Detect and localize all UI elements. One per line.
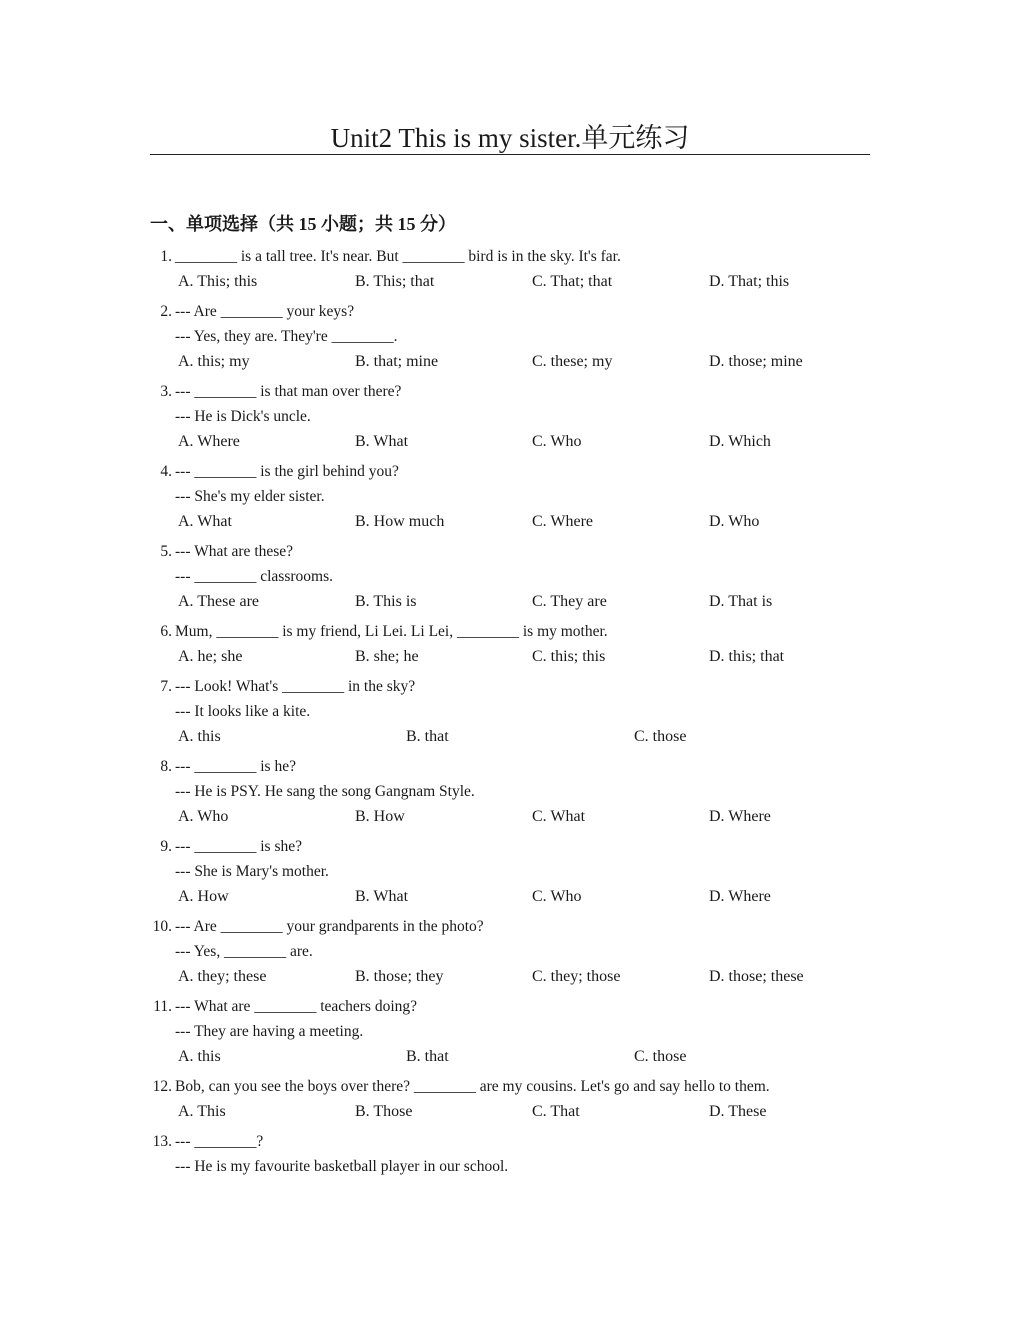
answer-option: B. Those bbox=[355, 1103, 413, 1120]
question-text: --- ________ is she? bbox=[175, 838, 302, 855]
question-text: --- He is Dick's uncle. bbox=[175, 408, 311, 425]
answer-option: C. those bbox=[634, 728, 687, 745]
question-text: --- Yes, they are. They're ________. bbox=[175, 328, 398, 345]
answer-option: D. That; this bbox=[709, 273, 790, 290]
answer-options bbox=[150, 644, 870, 670]
question-line bbox=[150, 459, 870, 484]
question-number: 3. bbox=[160, 383, 172, 400]
question-line bbox=[150, 324, 870, 349]
question-number: 7. bbox=[160, 678, 172, 695]
answer-option: B. This is bbox=[355, 593, 417, 610]
question-text: Bob, can you see the boys over there? ________ are my cousins. Let's go and say hello to them. bbox=[175, 1078, 770, 1095]
answer-option: C. What bbox=[532, 808, 586, 825]
question-text: --- What are these? bbox=[175, 543, 294, 560]
page-title: Unit2 This is my sister.单元练习 bbox=[330, 123, 690, 153]
question-number: 10. bbox=[152, 918, 172, 935]
answer-option: A. What bbox=[178, 513, 232, 530]
answer-options bbox=[150, 724, 870, 750]
answer-option: A. they; these bbox=[178, 968, 267, 985]
question-item bbox=[150, 379, 870, 455]
question-line bbox=[150, 299, 870, 324]
answer-option: B. those; they bbox=[355, 968, 444, 985]
question-text: --- Look! What's ________ in the sky? bbox=[175, 678, 416, 695]
question-text: --- ________ classrooms. bbox=[175, 568, 333, 585]
question-text: --- It looks like a kite. bbox=[175, 703, 311, 720]
question-line bbox=[150, 1154, 870, 1179]
question-text: --- ________? bbox=[175, 1133, 264, 1150]
question-number: 5. bbox=[160, 543, 172, 560]
question-text: --- Are ________ your keys? bbox=[175, 303, 355, 320]
answer-options bbox=[150, 1099, 870, 1125]
question-line bbox=[150, 994, 870, 1019]
question-text: --- He is my favourite basketball player in our school. bbox=[175, 1158, 509, 1175]
question-item bbox=[150, 299, 870, 375]
answer-option: D. That is bbox=[709, 593, 773, 610]
answer-options bbox=[150, 884, 870, 910]
answer-option: D. those; these bbox=[709, 968, 804, 985]
question-text: --- Yes, ________ are. bbox=[175, 943, 313, 960]
question-item bbox=[150, 994, 870, 1070]
section-heading: 一、单项选择（共 15 小题；共 15 分） bbox=[150, 214, 456, 234]
answer-option: A. this; my bbox=[178, 353, 250, 370]
question-line bbox=[150, 914, 870, 939]
answer-option: C. these; my bbox=[532, 353, 613, 370]
answer-options bbox=[150, 349, 870, 375]
question-number: 8. bbox=[160, 758, 172, 775]
answer-option: A. he; she bbox=[178, 648, 243, 665]
answer-option: D. this; that bbox=[709, 648, 785, 665]
answer-options bbox=[150, 429, 870, 455]
question-number: 13. bbox=[152, 1133, 172, 1150]
question-number: 6. bbox=[160, 623, 172, 640]
question-line bbox=[150, 939, 870, 964]
question-text: Mum, ________ is my friend, Li Lei. Li Lei, ________ is my mother. bbox=[175, 623, 608, 640]
question-line bbox=[150, 244, 870, 269]
question-item bbox=[150, 619, 870, 670]
question-number: 4. bbox=[160, 463, 172, 480]
question-line bbox=[150, 1019, 870, 1044]
question-number: 1. bbox=[160, 248, 172, 265]
answer-option: B. that; mine bbox=[355, 353, 439, 370]
answer-option: B. How much bbox=[355, 513, 445, 530]
question-item bbox=[150, 244, 870, 295]
answer-options bbox=[150, 269, 870, 295]
question-item bbox=[150, 1074, 870, 1125]
question-line bbox=[150, 779, 870, 804]
question-number: 11. bbox=[153, 998, 172, 1015]
question-number: 9. bbox=[160, 838, 172, 855]
question-line bbox=[150, 404, 870, 429]
question-item bbox=[150, 834, 870, 910]
title-rule bbox=[150, 154, 870, 155]
answer-option: A. This; this bbox=[178, 273, 258, 290]
answer-option: A. How bbox=[178, 888, 229, 905]
question-item bbox=[150, 459, 870, 535]
answer-option: D. Where bbox=[709, 888, 771, 905]
question-item bbox=[150, 539, 870, 615]
answer-option: B. This; that bbox=[355, 273, 435, 290]
answer-option: A. Who bbox=[178, 808, 229, 825]
question-line bbox=[150, 674, 870, 699]
question-line bbox=[150, 379, 870, 404]
answer-option: A. These are bbox=[178, 593, 259, 610]
question-text: --- He is PSY. He sang the song Gangnam Style. bbox=[175, 783, 475, 800]
answer-option: C. they; those bbox=[532, 968, 621, 985]
answer-option: D. those; mine bbox=[709, 353, 803, 370]
answer-options bbox=[150, 589, 870, 615]
answer-options bbox=[150, 964, 870, 990]
question-text: --- What are ________ teachers doing? bbox=[175, 998, 418, 1015]
question-line bbox=[150, 484, 870, 509]
answer-option: C. Where bbox=[532, 513, 594, 530]
question-text: --- She is Mary's mother. bbox=[175, 863, 329, 880]
question-line bbox=[150, 619, 870, 644]
question-line bbox=[150, 539, 870, 564]
question-item bbox=[150, 754, 870, 830]
question-list bbox=[150, 244, 870, 1179]
answer-options bbox=[150, 804, 870, 830]
answer-option: B. she; he bbox=[355, 648, 419, 665]
answer-option: A. Where bbox=[178, 433, 240, 450]
answer-option: D. Which bbox=[709, 433, 771, 450]
question-line bbox=[150, 859, 870, 884]
answer-option: B. that bbox=[406, 728, 449, 745]
question-number: 2. bbox=[160, 303, 172, 320]
question-text: --- ________ is he? bbox=[175, 758, 296, 775]
answer-option: C. Who bbox=[532, 888, 582, 905]
answer-option: B. How bbox=[355, 808, 405, 825]
question-line bbox=[150, 564, 870, 589]
answer-options bbox=[150, 509, 870, 535]
question-line bbox=[150, 699, 870, 724]
answer-option: C. this; this bbox=[532, 648, 606, 665]
answer-option: B. What bbox=[355, 888, 409, 905]
question-text: --- They are having a meeting. bbox=[175, 1023, 364, 1040]
answer-option: C. those bbox=[634, 1048, 687, 1065]
question-text: --- ________ is the girl behind you? bbox=[175, 463, 399, 480]
question-line bbox=[150, 754, 870, 779]
question-item bbox=[150, 674, 870, 750]
question-text: --- Are ________ your grandparents in the photo? bbox=[175, 918, 484, 935]
answer-option: C. They are bbox=[532, 593, 607, 610]
answer-option: B. that bbox=[406, 1048, 449, 1065]
answer-option: C. Who bbox=[532, 433, 582, 450]
answer-option: D. Where bbox=[709, 808, 771, 825]
answer-option: D. Who bbox=[709, 513, 760, 530]
question-text: --- ________ is that man over there? bbox=[175, 383, 402, 400]
answer-option: C. That bbox=[532, 1103, 580, 1120]
question-number: 12. bbox=[152, 1078, 172, 1095]
answer-option: A. this bbox=[178, 1048, 221, 1065]
question-item bbox=[150, 914, 870, 990]
question-line bbox=[150, 1074, 870, 1099]
question-text: --- She's my elder sister. bbox=[175, 488, 325, 505]
question-text: ________ is a tall tree. It's near. But ________ bird is in the sky. It's far. bbox=[175, 248, 621, 265]
question-line bbox=[150, 834, 870, 859]
question-line bbox=[150, 1129, 870, 1154]
answer-options bbox=[150, 1044, 870, 1070]
question-item bbox=[150, 1129, 870, 1179]
answer-option: D. These bbox=[709, 1103, 767, 1120]
answer-option: B. What bbox=[355, 433, 409, 450]
answer-option: A. this bbox=[178, 728, 221, 745]
answer-option: A. This bbox=[178, 1103, 226, 1120]
answer-option: C. That; that bbox=[532, 273, 613, 290]
